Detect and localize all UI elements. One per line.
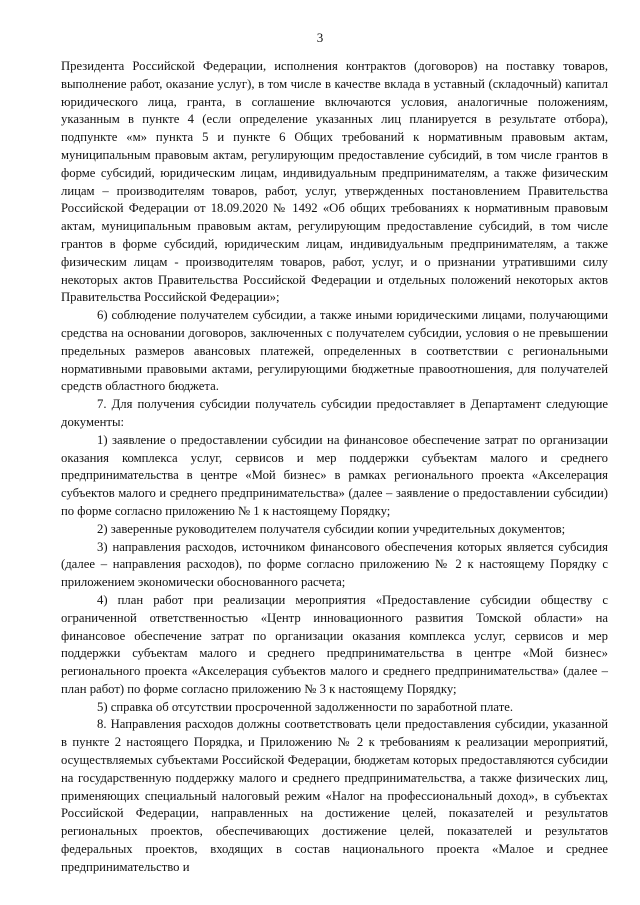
page-number: 3 — [316, 30, 324, 45]
paragraph-continuation-president: Президента Российской Федерации, исполнения контрактов (договоров) на поставку товаров, выполнение работ, оказание услуг), в том числе в качестве вклада в уставный (складочный) капитал юридического лица, гранта, в соглашение включаются условия, аналогичные положениям, указанным в пункте 4 (если определение указанных лиц планируется в результате отбора), подпункте «м» пункта 5 и пункте 6 Общих требований к нормативным правовым актам, муниципальным правовым актам, регулирующим предоставление субсидий, в том числе грантов в форме субсидий, юридическим лицам, индивидуальным предпринимателям, а также физическим лицам – производителям товаров, работ, услуг, утвержденных постановлением Правительства Российской Федерации от 18.09.2020 № 1492 «Об общих требованиях к нормативным правовым актам, муниципальным правовым актам, регулирующим предоставление субсидий, в том числе грантов в форме субсидий, юридическим лицам, индивидуальным предпринимателям, а также физическим лицам - производителям товаров, работ, услуг, и о признании утратившими силу некоторых актов Правительства Российской Федерации и отдельных положений некоторых актов Правительства Российской Федерации»; — [61, 59, 608, 305]
paragraph-item-4-work-plan: 4) план работ при реализации мероприятия «Предоставление субсидии обществу с ограниченной ответственностью «Центр инновационного развития Томской области» на финансовое обеспечение затрат по организации оказания комплекса услуг, сервисов и мер поддержки субъектам малого и среднего предпринимательства в центре «Мой бизнес» регионального проекта «Акселерация субъектов малого и среднего предпринимательства» (далее – план работ) по форме согласно приложению № 3 к настоящему Порядку; — [61, 592, 608, 696]
paragraph-item-1-application: 1) заявление о предоставлении субсидии на финансовое обеспечение затрат по организации оказания комплекса услуг, сервисов и мер поддержки субъектам малого и среднего предпринимательства в центре «Мой бизнес» в рамках регионального проекта «Акселерация субъектов малого и среднего предпринимательства» (далее – заявление о предоставлении субсидии) по форме согласно приложению № 1 к настоящему Порядку; — [61, 432, 608, 518]
paragraph-item-5-certificate: 5) справка об отсутствии просроченной задолженности по заработной плате. — [97, 699, 514, 714]
paragraph-item-3-expenses: 3) направления расходов, источником финансового обеспечения которых является субсидия (далее – направления расходов), по форме согласно приложению № 2 к настоящему Порядку с приложением экономически обоснованного расчета; — [61, 539, 608, 590]
paragraph-section-8: 8. Направления расходов должны соответствовать цели предоставления субсидии, указанной в пункте 2 настоящего Порядка, и Приложению № 2 к требованиям к реализации мероприятий, осуществляемых субъектами Российской Федерации, бюджетам которых предоставляются субсидии на государственную поддержку малого и среднего предпринимательства, а также физических лиц, применяющих специальный налоговый режим «Налог на профессиональный доход», в субъектах Российской Федерации, направленных на достижение целей, показателей и результатов региональных проектов, обеспечивающих достижение целей, показателей и результатов федеральных проектов, входящих в состав национального проекта «Малое и среднее предпринимательство и — [61, 717, 608, 874]
paragraph-item-6: 6) соблюдение получателем субсидии, а также иными юридическими лицами, получающими средства на основании договоров, заключенных с получателем субсидии, условия о не превышении предельных размеров авансовых платежей, определенных в соответствии с региональными нормативными правовыми актами, регулирующими бюджетные правоотношения, для получателей средств областного бюджета. — [61, 308, 608, 394]
paragraph-item-2-documents: 2) заверенные руководителем получателя субсидии копии учредительных документов; — [97, 521, 566, 536]
paragraph-section-7: 7. Для получения субсидии получатель субсидии предоставляет в Департамент следующие документы: — [61, 397, 608, 429]
document-body — [61, 58, 608, 877]
